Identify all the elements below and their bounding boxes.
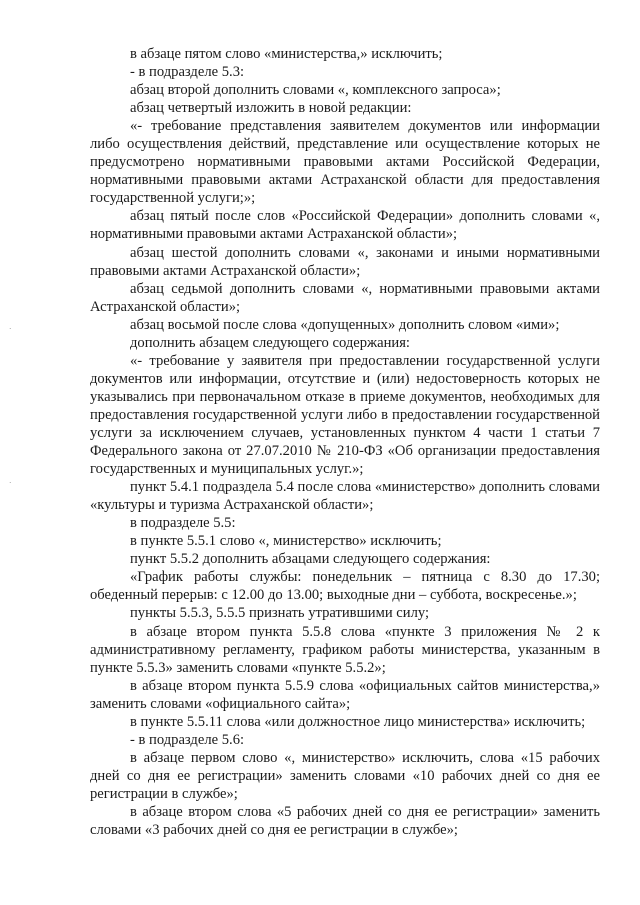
paragraph: в пункте 5.5.11 слова «или должностное лицо министерства» исключить;: [130, 713, 586, 730]
paragraph: в пункте 5.5.1 слово «, министерство» исключить;: [130, 533, 442, 550]
paragraph: «- требование представления заявителем документов или информации либо осуществления действий, представление или осуществление которых не предусмотрено нормативными правовыми актами Российской Федерации, нормативными правовыми актами Астраханской области для предоставления государственной услуги;»;: [90, 118, 600, 207]
scan-speck: ˙: [8, 328, 13, 338]
paragraph: в абзаце первом слово «, министерство» исключить, слова «15 рабочих дней со дня ее регистрации» заменить словами «10 рабочих дней со дня ее регистрации в службе»;: [90, 749, 600, 802]
paragraph: пункты 5.5.3, 5.5.5 признать утратившими силу;: [130, 605, 430, 622]
paragraph: дополнить абзацем следующего содержания:: [130, 334, 410, 351]
paragraph: «График работы службы: понедельник – пятница с 8.30 до 17.30; обеденный перерыв: с 12.00 до 13.00; выходные дни – суббота, воскресенье.»;: [90, 569, 600, 604]
paragraph: «- требование у заявителя при предоставлении государственной услуги документов или информации, отсутствие и (или) недостоверность которых не указывались при первоначальном отказе в приеме документов, необходимых для предоставления государственной услуги либо в предоставлении государственной услуги за исключением случаев, установленных пунктом 4 части 1 статьи 7 Федерального закона от 27.07.2010 № 210-ФЗ «Об организации предоставления государственных и муниципальных услуг.»;: [90, 352, 600, 478]
scan-speck: ˙: [8, 482, 13, 492]
paragraph: абзац второй дополнить словами «, комплексного запроса»;: [130, 82, 501, 99]
document-body: [90, 45, 600, 839]
paragraph: абзац седьмой дополнить словами «, нормативными правовыми актами Астраханской области»;: [90, 280, 600, 315]
paragraph: в абзаце втором пункта 5.5.9 слова «официальных сайтов министерства,» заменить словами «официального сайта»;: [90, 677, 600, 712]
paragraph: - в подразделе 5.6:: [130, 731, 245, 748]
paragraph: в абзаце пятом слово «министерства,» исключить;: [130, 46, 443, 62]
paragraph: пункт 5.4.1 подраздела 5.4 после слова «министерство» дополнить словами «культуры и туризма Астраханской области»;: [90, 479, 600, 514]
paragraph: в абзаце втором пункта 5.5.8 слова «пункте 3 приложения № 2 к административному регламенту, графиком работы министерства, указанным в пункте 5.5.3» заменить словами «пункте 5.5.2»;: [90, 623, 600, 676]
paragraph: абзац шестой дополнить словами «, законами и иными нормативными правовыми актами Астраханской области»;: [90, 244, 600, 279]
paragraph: абзац пятый после слов «Российской Федерации» дополнить словами «, нормативными правовыми актами Астраханской области»;: [90, 208, 600, 243]
paragraph: в абзаце втором слова «5 рабочих дней со дня ее регистрации» заменить словами «3 рабочих дней со дня ее регистрации в службе»;: [90, 803, 600, 839]
paragraph: пункт 5.5.2 дополнить абзацами следующего содержания:: [130, 551, 491, 568]
paragraph: - в подразделе 5.3:: [130, 64, 245, 81]
paragraph: в подразделе 5.5:: [130, 515, 236, 532]
paragraph: абзац четвертый изложить в новой редакции:: [130, 100, 412, 117]
paragraph: абзац восьмой после слова «допущенных» дополнить словом «ими»;: [130, 316, 560, 333]
